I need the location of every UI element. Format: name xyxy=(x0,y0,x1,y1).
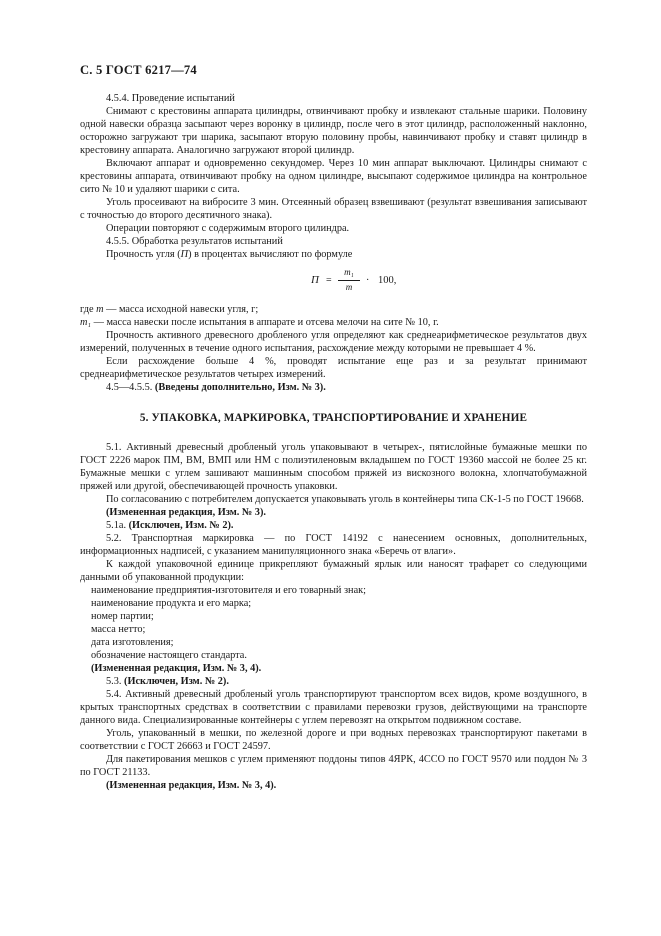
amendment-note xyxy=(80,675,587,688)
amendment-bold: (Введены дополнительно, Изм. № 3). xyxy=(154,382,326,393)
where-line-1 xyxy=(80,303,587,316)
paragraph: 5.4. Активный древесный дробленый уголь транспортируют транспортом всех видов, кроме воздушного, в крытых транспортных средствах в соответствии с правилами перевозки грузов, действующими на транспорте данного вида. Специализированные контейнеры с углем перевозят на открытом подвижном составе. xyxy=(80,689,587,726)
list-item: дата изготовления; xyxy=(91,637,174,648)
section-5-title: 5. УПАКОВКА, МАРКИРОВКА, ТРАНСПОРТИРОВАНИЕ И ХРАНЕНИЕ xyxy=(139,412,528,424)
paragraph: Снимают с крестовины аппарата цилиндры, отвинчивают пробку и извлекают стальные шарики. Половину одной навески образца засыпают через воронку в цилиндр, после чего в этот цилиндр, расположенный наклонно, осторожно загружают три шарика, засыпают вторую половину пробы, навинчивают пробку и ставят цилиндр в крестовину аппарата. Аналогично загружают второй цилиндр. xyxy=(80,106,587,156)
page-header: С. 5 ГОСТ 6217—74 xyxy=(80,63,197,77)
formula-lhs: П xyxy=(311,274,319,286)
symbol: П xyxy=(180,249,189,260)
formula-intro xyxy=(80,248,587,261)
symbol: m₁ xyxy=(80,317,92,328)
amendment-note xyxy=(80,381,587,394)
where-line-2 xyxy=(80,316,587,329)
document-body xyxy=(80,92,587,792)
paragraph: Включают аппарат и одновременно секундомер. Через 10 мин аппарат выключают. Цилиндры снимают с крестовины аппарата, отвинчивают пробку на одном цилиндре, высыпают содержимое цилиндра на контрольное сито № 10 и удаляют шарики с сита. xyxy=(80,158,587,195)
amendment-note: (Измененная редакция, Изм. № 3, 4). xyxy=(91,663,262,674)
amendment-note xyxy=(80,519,587,532)
formula-factor: 100, xyxy=(378,275,397,286)
paragraph: Прочность активного древесного дробленого угля определяют как среднеарифметическое результатов двух измерений, полученных в течение одного испытания, расхождение между которыми не превышает 4 %. xyxy=(80,330,587,354)
symbol: m xyxy=(96,304,104,315)
list-item: обозначение настоящего стандарта. xyxy=(91,650,247,661)
text: — масса навески после испытания в аппарате и отсева мелочи на сите № 10, г. xyxy=(91,317,439,328)
paragraph: Операции повторяют с содержимым второго цилиндра. xyxy=(106,223,350,234)
text: где xyxy=(80,304,97,315)
text: 5.3. xyxy=(106,676,125,687)
text: 5.1а. xyxy=(106,520,129,531)
formula-fraction xyxy=(338,266,360,294)
amendment-note: (Измененная редакция, Изм. № 3). xyxy=(106,507,266,518)
paragraph: Уголь, упакованный в мешки, по железной дороге и при водных перевозках транспортируют пакетами в соответствии с ГОСТ 26663 и ГОСТ 24597. xyxy=(80,728,587,752)
amendment-bold: (Исключен, Изм. № 2). xyxy=(128,520,234,531)
clause-4-5-5-title: 4.5.5. Обработка результатов испытаний xyxy=(106,236,283,247)
formula-denominator: m xyxy=(345,282,353,292)
list-item: масса нетто; xyxy=(91,624,146,635)
text: 4.5—4.5.5. xyxy=(106,382,155,393)
formula-numerator: m₁ xyxy=(338,266,360,281)
formula-equals: = xyxy=(326,275,332,286)
text: Прочность угля ( xyxy=(106,249,181,260)
list-item: наименование продукта и его марка; xyxy=(91,598,252,609)
paragraph: 5.2. Транспортная маркировка — по ГОСТ 14192 с нанесением основных, дополнительных, информационных надписей, с указанием манипуляционного знака «Беречь от влаги». xyxy=(80,533,587,557)
paragraph: Для пакетирования мешков с углем применяют поддоны типов 4ЯРК, 4ССО по ГОСТ 9570 или поддон № 3 по ГОСТ 21133. xyxy=(80,754,587,778)
list-item: наименование предприятия-изготовителя и его товарный знак; xyxy=(91,585,366,596)
list-item: номер партии; xyxy=(91,611,154,622)
amendment-note: (Измененная редакция, Изм. № 3, 4). xyxy=(106,780,277,791)
text: — масса исходной навески угля, г; xyxy=(103,304,259,315)
formula-multiply: · xyxy=(366,275,370,286)
paragraph: 5.1. Активный древесный дробленый уголь упаковывают в четырех-, пятислойные бумажные мешки по ГОСТ 2226 марок ПМ, ВМ, ВМП или НМ с полиэтиленовым вкладышем по ГОСТ 19360 массой не более 25 кг. Бумажные мешки с углем зашивают машинным способом пряжей из вискозного волокна, хлопчатобумажной пряжей или другой, обеспечивающей прочность упаковки. xyxy=(80,442,587,492)
text: ) в процентах вычисляют по формуле xyxy=(188,249,353,260)
paragraph: Если расхождение больше 4 %, проводят испытание еще раз и за результат принимают среднеарифметическое результатов четырех измерений. xyxy=(80,356,587,380)
strength-formula xyxy=(80,263,587,303)
paragraph: Уголь просеивают на вибросите 3 мин. Отсеянный образец взвешивают (результат взвешивания записывают с точностью до второго десятичного знака). xyxy=(80,197,587,221)
amendment-bold: (Исключен, Изм. № 2). xyxy=(124,676,229,687)
paragraph: По согласованию с потребителем допускается упаковывать уголь в контейнеры типа СК-1-5 по ГОСТ 19668. xyxy=(106,494,584,505)
paragraph: К каждой упаковочной единице прикрепляют бумажный ярлык или наносят трафарет со следующими данными об упакованной продукции: xyxy=(80,559,587,583)
clause-4-5-4-title: 4.5.4. Проведение испытаний xyxy=(106,93,235,104)
